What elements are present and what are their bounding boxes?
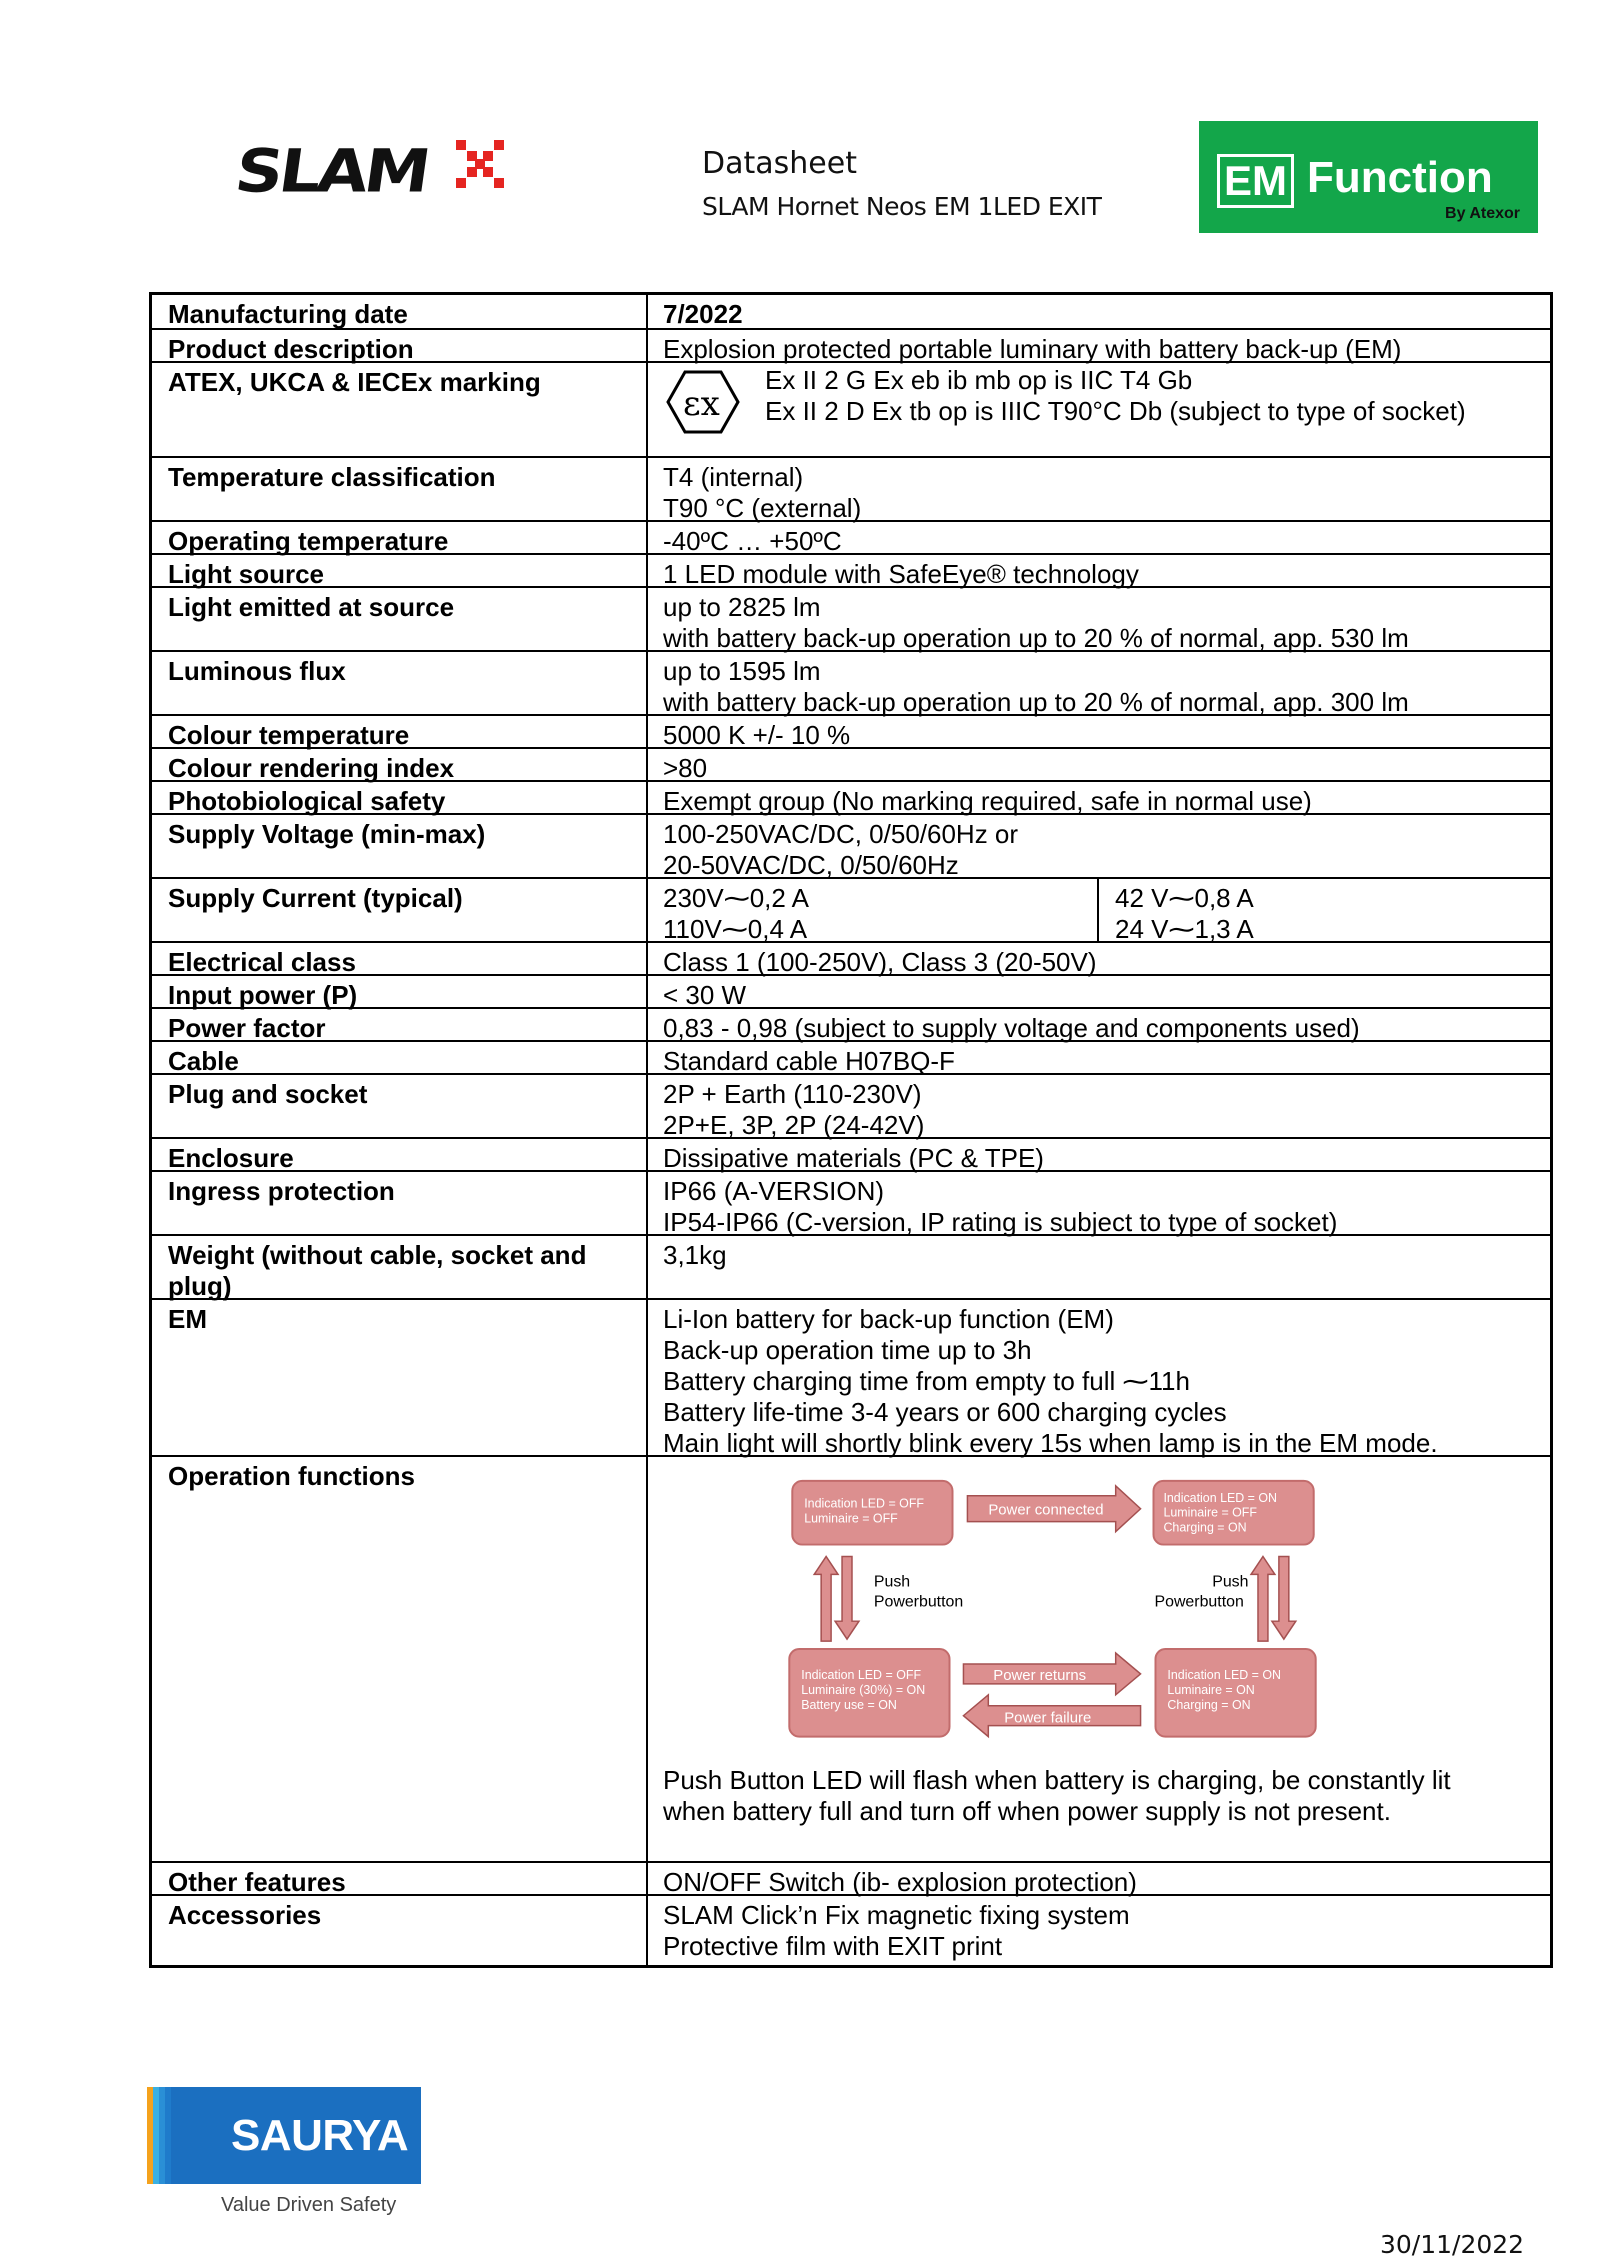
label: Colour temperature (168, 720, 410, 750)
svg-text:εx: εx (683, 384, 720, 424)
row-manufacturing-date (152, 295, 1550, 328)
value: 7/2022 (663, 299, 743, 329)
label: Light emitted at source (168, 592, 455, 622)
right-down-arrow (1272, 1557, 1296, 1640)
value-line: IP54-IP66 (C-version, IP rating is subject to type of socket) (663, 1207, 1338, 1237)
label: ATEX, UKCA & IECEx marking (168, 367, 541, 397)
row-accessories (152, 1894, 1550, 1965)
value-line: IP66 (A-VERSION) (663, 1176, 885, 1206)
row-colour-rendering (152, 747, 1550, 783)
push-button-note: Push Button LED will flash when battery is charging, be constantly lit (663, 1765, 1451, 1795)
row-plug-socket (152, 1073, 1550, 1140)
state-lit-line: Indication LED = ON (1167, 1667, 1282, 1682)
value: Exempt group (No marking required, safe in normal use) (663, 786, 1312, 816)
label: Temperature classification (168, 462, 496, 492)
value: >80 (663, 753, 708, 783)
row-light-source (152, 553, 1550, 589)
row-electrical-class (152, 941, 1550, 977)
state-battery-line: Luminaire (30%) = ON (801, 1682, 926, 1697)
em-logo-box: EM (1217, 154, 1294, 208)
push-right-label: Push (1212, 1573, 1249, 1591)
value-line: Battery life-time 3-4 years or 600 charging cycles (663, 1397, 1227, 1427)
value-line: up to 1595 lm (663, 656, 821, 686)
marking-dust: Ex II 2 D Ex tb op is IIIC T90°C Db (subject to type of socket) (765, 396, 1466, 426)
value-line: 24 V⁓1,3 A (1115, 914, 1254, 944)
state-lit-line: Luminaire = ON (1167, 1682, 1255, 1697)
marking-gas: Ex II 2 G Ex eb ib mb op is IIC T4 Gb (765, 365, 1193, 395)
label: Power factor (168, 1013, 326, 1043)
state-charging-line: Luminaire = OFF (1163, 1505, 1258, 1520)
push-right-label: Powerbutton (1154, 1593, 1244, 1611)
slam-logo (231, 134, 520, 224)
label: Ingress protection (168, 1176, 395, 1206)
power-connected-label: Power connected (988, 1501, 1104, 1519)
value: 5000 K +/- 10 % (663, 720, 851, 750)
value-line: T4 (internal) (663, 462, 804, 492)
em-logo-by: By Atexor (1445, 205, 1520, 222)
value: Explosion protected portable luminary with battery back-up (EM) (663, 334, 1402, 364)
row-other-features (152, 1861, 1550, 1897)
label: Photobiological safety (168, 786, 446, 816)
ex-symbol-icon (665, 369, 741, 435)
value-line: Protective film with EXIT print (663, 1931, 1003, 1961)
value: ON/OFF Switch (ib- explosion protection) (663, 1867, 1137, 1897)
row-weight (152, 1234, 1550, 1301)
state-off-line: Indication LED = OFF (804, 1496, 925, 1511)
saurya-logo (147, 2087, 421, 2184)
state-battery-line: Battery use = ON (801, 1697, 897, 1712)
value-line: Back-up operation time up to 3h (663, 1335, 1032, 1365)
label: Luminous flux (168, 656, 346, 686)
row-ingress-protection (152, 1170, 1550, 1237)
label: Supply Voltage (min-max) (168, 819, 486, 849)
state-lit-line: Charging = ON (1167, 1697, 1251, 1712)
value-line: 20-50VAC/DC, 0/50/60Hz (663, 850, 959, 880)
row-supply-voltage (152, 813, 1550, 880)
value-line: 110V⁓0,4 A (663, 914, 808, 944)
power-failure-label: Power failure (1004, 1709, 1092, 1727)
label-line: Weight (without cable, socket and (168, 1240, 587, 1270)
label: Accessories (168, 1900, 322, 1930)
label: Product description (168, 334, 414, 364)
row-light-emitted (152, 586, 1550, 653)
value-line: up to 2825 lm (663, 592, 821, 622)
saurya-tagline: Value Driven Safety (221, 2194, 397, 2216)
value-line: 230V⁓0,2 A (663, 883, 809, 913)
row-em (152, 1298, 1550, 1458)
value-line: 2P+E, 3P, 2P (24-42V) (663, 1110, 925, 1140)
value-line: T90 °C (external) (663, 493, 862, 523)
label: Manufacturing date (168, 299, 408, 329)
left-down-arrow (835, 1557, 859, 1640)
value: Class 1 (100-250V), Class 3 (20-50V) (663, 947, 1097, 977)
datasheet-title: Datasheet (702, 146, 857, 181)
value-line: with battery back-up operation up to 20 % of normal, app. 300 lm (663, 687, 1409, 717)
value: 1 LED module with SafeEye® technology (663, 559, 1139, 589)
row-enclosure (152, 1137, 1550, 1173)
value-line: Li-Ion battery for back-up function (EM) (663, 1304, 1114, 1334)
value: -40ºC … +50ºC (663, 526, 842, 556)
row-marking (152, 361, 1550, 456)
push-left-label: Powerbutton (873, 1593, 964, 1611)
label: EM (168, 1304, 207, 1334)
label: Operation functions (168, 1461, 415, 1491)
push-button-note: when battery full and turn off when power supply is not present. (663, 1796, 1391, 1826)
state-charging-line: Indication LED = ON (1163, 1490, 1278, 1505)
label: Colour rendering index (168, 753, 455, 783)
saurya-logo-text: SAURYA (231, 2111, 409, 2160)
label: Electrical class (168, 947, 356, 977)
value-line: Main light will shortly blink every 15s when lamp is in the EM mode. (663, 1428, 1438, 1458)
value: Standard cable H07BQ-F (663, 1046, 955, 1076)
label: Enclosure (168, 1143, 294, 1173)
label: Plug and socket (168, 1079, 368, 1109)
state-off-line: Luminaire = OFF (804, 1511, 898, 1526)
state-charging-line: Charging = ON (1163, 1520, 1247, 1535)
left-up-arrow (814, 1557, 838, 1642)
row-photobiological (152, 780, 1550, 816)
label: Input power (P) (168, 980, 358, 1010)
label-line: plug) (168, 1271, 232, 1301)
em-function-logo (1199, 121, 1538, 233)
row-product-description (152, 328, 1550, 364)
label: Other features (168, 1867, 346, 1897)
row-power-factor (152, 1007, 1550, 1043)
value-line: 2P + Earth (110-230V) (663, 1079, 922, 1109)
state-battery-line: Indication LED = OFF (801, 1667, 922, 1682)
row-operating-temperature (152, 520, 1550, 556)
document-date: 30/11/2022 (1380, 2230, 1525, 2259)
row-supply-current (152, 877, 1550, 944)
value: 0,83 - 0,98 (subject to supply voltage and components used) (663, 1013, 1360, 1043)
row-operation-functions (152, 1455, 1550, 1861)
label: Cable (168, 1046, 239, 1076)
spec-table (149, 292, 1553, 1968)
push-left-label: Push (873, 1573, 911, 1591)
slam-logo-text: SLAM (231, 136, 432, 206)
label: Light source (168, 559, 325, 589)
row-temperature-classification (152, 456, 1550, 523)
row-luminous-flux (152, 650, 1550, 717)
value: Dissipative materials (PC & TPE) (663, 1143, 1044, 1173)
row-cable (152, 1040, 1550, 1076)
row-colour-temperature (152, 714, 1550, 750)
slam-x-icon (450, 134, 510, 194)
em-logo-function: Function (1307, 153, 1493, 202)
value: < 30 W (663, 980, 747, 1010)
product-name: SLAM Hornet Neos EM 1LED EXIT (702, 192, 1102, 221)
label: Supply Current (typical) (168, 883, 463, 913)
power-returns-label: Power returns (993, 1666, 1087, 1684)
value-line: with battery back-up operation up to 20 % of normal, app. 530 lm (663, 623, 1409, 653)
value-line: SLAM Click’n Fix magnetic fixing system (663, 1900, 1130, 1930)
right-up-arrow (1251, 1557, 1275, 1642)
value-line: 42 V⁓0,8 A (1115, 883, 1254, 913)
row-input-power (152, 974, 1550, 1010)
value: 3,1kg (663, 1240, 727, 1270)
value-line: Battery charging time from empty to full ⁓11h (663, 1366, 1190, 1396)
value-line: 100-250VAC/DC, 0/50/60Hz or (663, 819, 1019, 849)
label: Operating temperature (168, 526, 449, 556)
